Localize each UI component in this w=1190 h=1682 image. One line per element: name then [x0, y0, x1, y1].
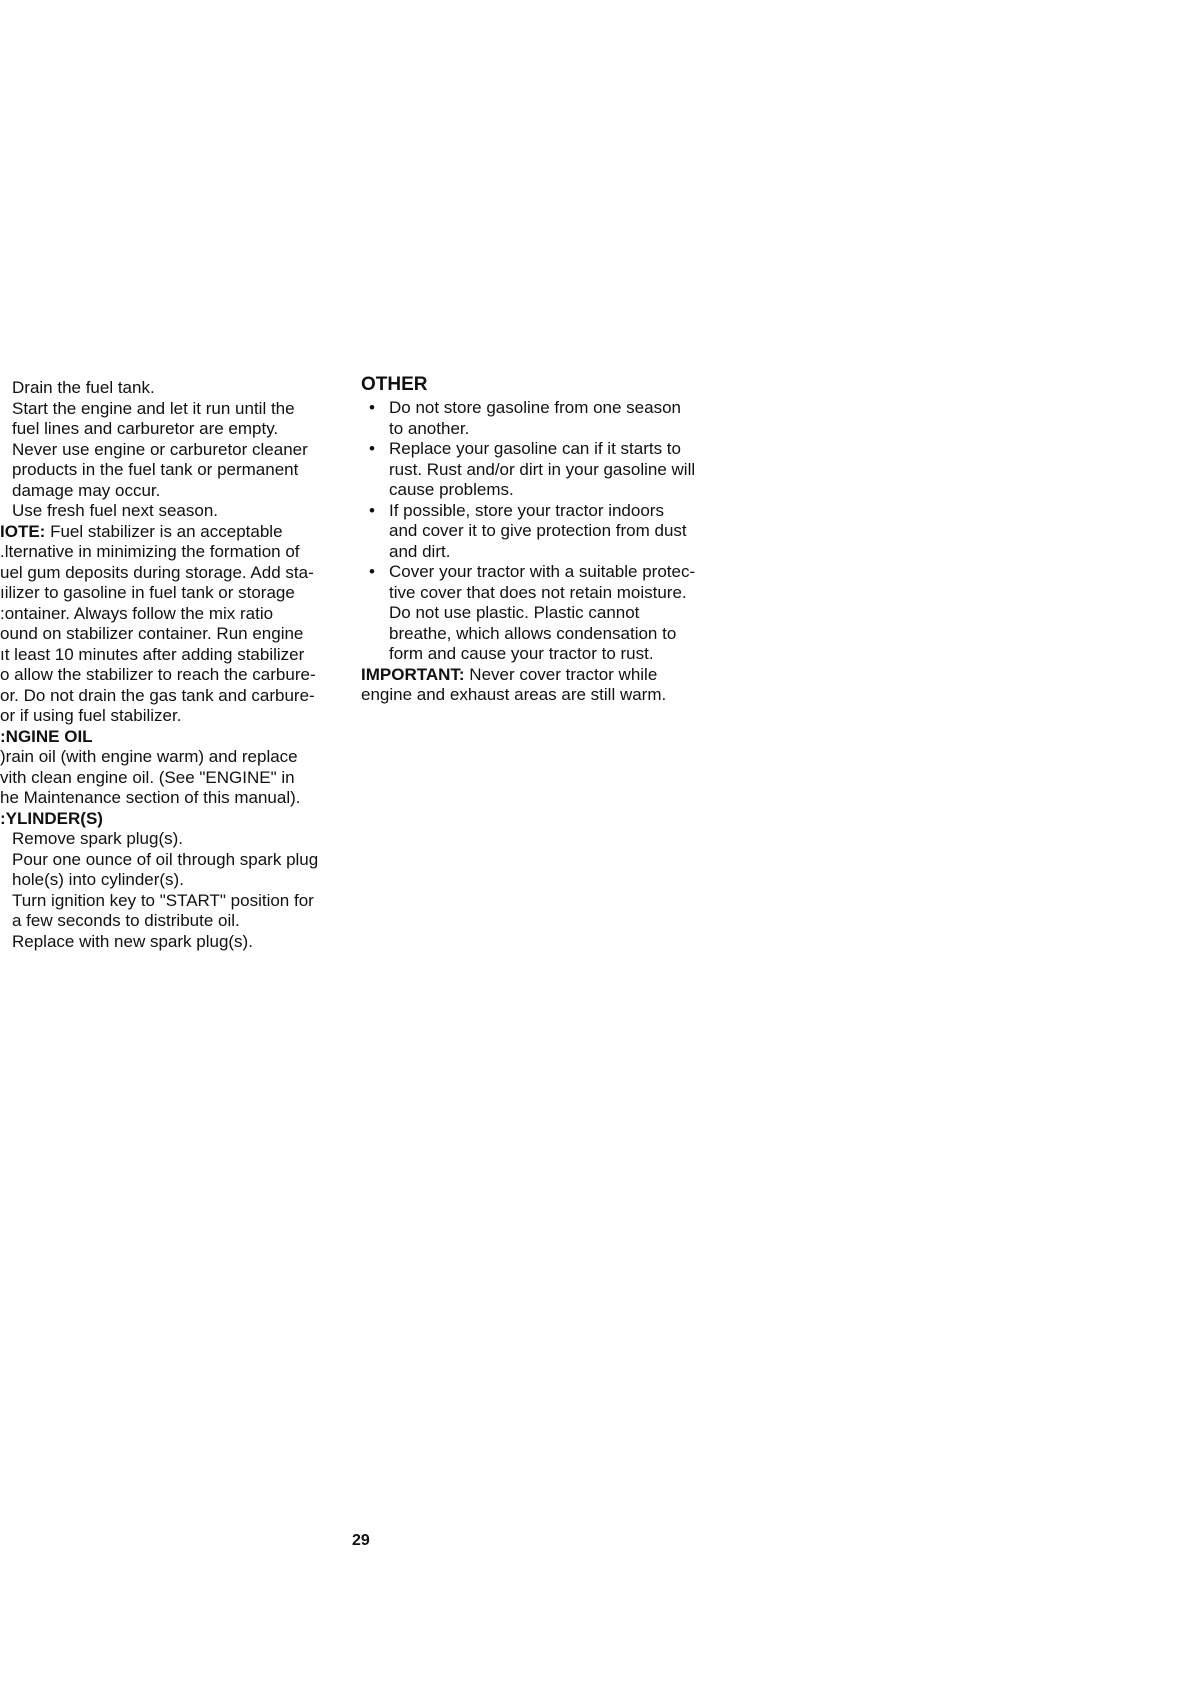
- important-line: engine and exhaust areas are still warm.: [361, 685, 667, 704]
- bullet-item: [361, 562, 721, 665]
- cylinders-step-line: Turn ignition key to "START" position for: [12, 890, 314, 910]
- fuel-step-line: Never use engine or carburetor cleaner: [12, 439, 308, 459]
- note-line: :ontainer. Always follow the mix ratio: [0, 603, 274, 623]
- engine-oil-heading: :NGINE OIL: [0, 726, 93, 746]
- other-heading: OTHER: [361, 374, 428, 395]
- note-label: IOTE:: [0, 521, 46, 541]
- bullet-line: to another.: [389, 418, 470, 438]
- bullet-line: breathe, which allows condensation to: [389, 623, 677, 643]
- note-line: ıilizer to gasoline in fuel tank or storage: [0, 583, 295, 602]
- bullet-line: tive cover that does not retain moisture.: [389, 582, 687, 602]
- cylinders-step-line: a few seconds to distribute oil.: [12, 911, 240, 930]
- note-line: .lternative in minimizing the formation of: [0, 542, 300, 561]
- bullet-line: form and cause your tractor to rust.: [389, 644, 654, 663]
- fuel-step-line: Drain the fuel tank.: [12, 378, 155, 397]
- bullet-line: • If possible, store your tractor indoors: [361, 501, 721, 522]
- note-line: o allow the stabilizer to reach the carbure-: [0, 665, 316, 684]
- note-line: ound on stabilizer container. Run engine: [0, 624, 304, 643]
- cylinders-steps: [0, 829, 350, 952]
- bullet-item: [361, 398, 721, 439]
- bullet-line: • Replace your gasoline can if it starts to: [361, 439, 721, 460]
- note-line: uel gum deposits during storage. Add sta-: [0, 562, 314, 582]
- fuel-step-line: damage may occur.: [12, 480, 161, 500]
- page-number: 29: [352, 1532, 370, 1549]
- note-paragraph: [0, 522, 350, 727]
- note-line: or if using fuel stabilizer.: [0, 706, 182, 725]
- engine-oil-paragraph: [0, 747, 350, 809]
- note-first-line: [0, 522, 350, 543]
- bullet-line: Do not use plastic. Plastic cannot: [389, 603, 640, 622]
- engine-oil-line: he Maintenance section of this manual).: [0, 788, 301, 807]
- cylinders-step-line: hole(s) into cylinder(s).: [12, 870, 184, 889]
- left-column: [0, 378, 350, 952]
- engine-oil-line: )rain oil (with engine warm) and replace: [0, 747, 298, 766]
- bullet-line: and cover it to give protection from dust: [389, 521, 687, 540]
- fuel-step-line: Use fresh fuel next season.: [12, 501, 219, 520]
- important-paragraph: [361, 665, 721, 706]
- fuel-step-line: products in the fuel tank or permanent: [12, 460, 299, 479]
- cylinders-step-line: Replace with new spark plug(s).: [12, 931, 253, 951]
- cylinders-step-line: Remove spark plug(s).: [12, 829, 184, 848]
- bullet-item: [361, 439, 721, 501]
- bullet-item: [361, 501, 721, 563]
- fuel-steps: [0, 378, 350, 522]
- important-line: Never cover tractor while: [464, 664, 658, 684]
- note-line: ıt least 10 minutes after adding stabilizer: [0, 644, 305, 664]
- note-line: or. Do not drain the gas tank and carbure-: [0, 685, 315, 705]
- important-first-line: [361, 665, 721, 686]
- fuel-step-line: fuel lines and carburetor are empty.: [12, 419, 279, 438]
- important-label: IMPORTANT:: [361, 664, 465, 684]
- bullet-line: • Do not store gasoline from one season: [361, 398, 721, 419]
- engine-oil-line: vith clean engine oil. (See "ENGINE" in: [0, 767, 295, 787]
- bullet-line: rust. Rust and/or dirt in your gasoline will: [389, 459, 696, 479]
- cylinders-heading: :YLINDER(S): [0, 808, 103, 828]
- cylinders-step-line: Pour one ounce of oil through spark plug: [12, 849, 319, 869]
- bullet-line: • Cover your tractor with a suitable protec-: [361, 562, 721, 583]
- bullet-line: and dirt.: [389, 541, 451, 561]
- note-line: Fuel stabilizer is an acceptable: [45, 521, 283, 541]
- bullet-line: cause problems.: [389, 480, 514, 499]
- right-column: [361, 374, 721, 706]
- fuel-step-line: Start the engine and let it run until the: [12, 398, 295, 418]
